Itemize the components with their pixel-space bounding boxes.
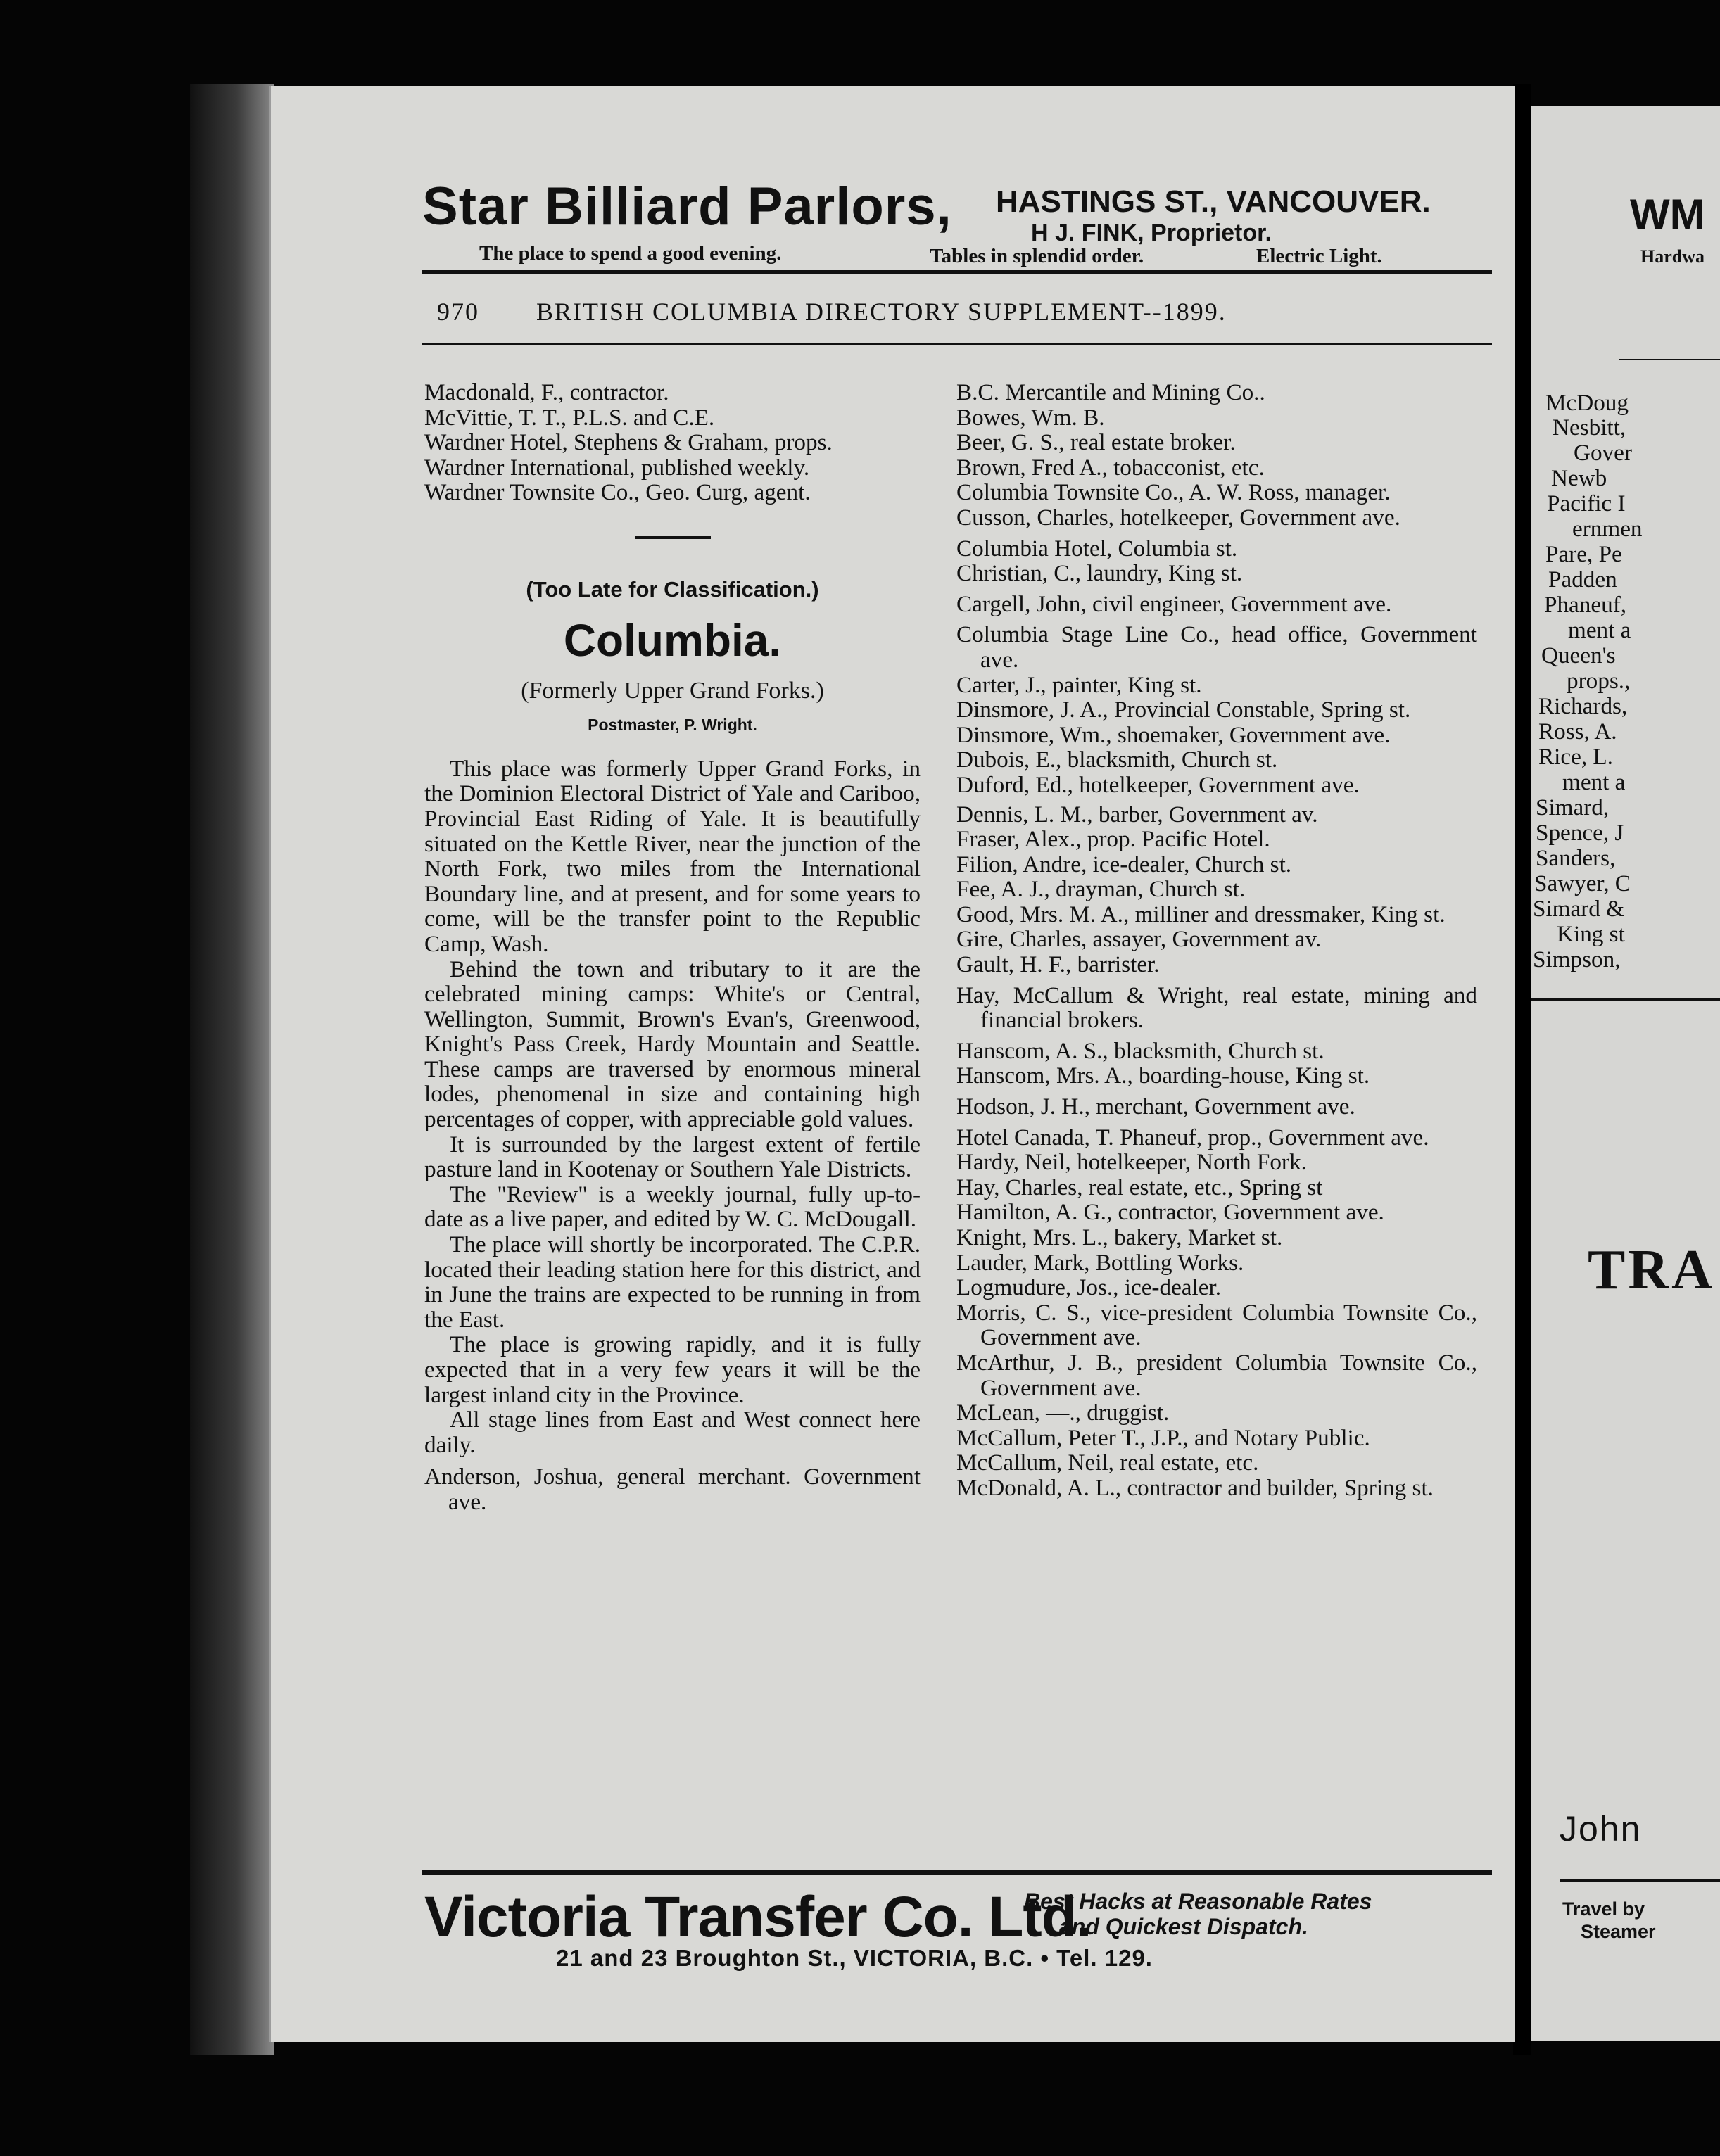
top-ad-title: Star Billiard Parlors, [422,177,952,236]
list-item: Columbia Stage Line Co., head office, Government ave. [956,621,1477,673]
next-page-john: John [1560,1809,1642,1849]
list-item: Knight, Mrs. L., bakery, Market st. [956,1224,1283,1250]
next-page-line: Gover [1574,440,1632,466]
list-item: Macdonald, F., contractor. [424,379,669,405]
next-page-rule [1619,359,1720,360]
next-page-line: Pacific I [1547,490,1626,516]
next-page-line: props., [1567,668,1631,694]
scan-binding-edge [190,84,274,2055]
next-page-line: Pare, Pe [1545,541,1622,567]
top-ad-tables: Tables in splendid order. [930,245,1144,267]
town-formerly: (Formerly Upper Grand Forks.) [521,677,824,704]
list-item: Columbia Townsite Co., A. W. Ross, manager. [956,479,1391,506]
list-item: Lauder, Mark, Bottling Works. [956,1249,1244,1276]
left-entry-list [424,380,921,505]
top-ad-proprietor: H J. FINK, Proprietor. [1031,220,1272,246]
list-item: Hanscom, A. S., blacksmith, Church st. [956,1037,1324,1064]
page-number: 970 [437,298,479,326]
list-item: Christian, C., laundry, King st. [956,560,1243,587]
list-item: McArthur, J. B., president Columbia Townsite Co., Government ave. [956,1349,1477,1401]
next-page-line: Simard & [1533,896,1624,922]
top-ad-address: HASTINGS ST., VANCOUVER. [996,184,1431,219]
list-item: Gire, Charles, assayer, Government av. [956,926,1322,953]
next-page-line: Simpson, [1533,946,1621,972]
list-item: Good, Mrs. M. A., milliner and dressmaker, King st. [956,901,1446,927]
paragraph: All stage lines from East and West connect here daily. [424,1407,921,1458]
list-item: Gault, H. F., barrister. [956,951,1160,978]
next-page-header: WM [1630,191,1705,238]
town-heading: Columbia. [563,614,782,666]
next-page-line: Phaneuf, [1544,592,1627,618]
list-item: Dubois, E., blacksmith, Church st. [956,747,1278,773]
paragraph: The place will shortly be incorporated. The C.P.R. located their leading station here for this district, and in June the trains are expected to be running in from the East. [424,1231,921,1333]
list-item: Filion, Andre, ice-dealer, Church st. [956,851,1292,877]
list-item: Dinsmore, Wm., shoemaker, Government ave. [956,721,1391,748]
directory-page [269,86,1515,2042]
list-item: Logmudure, Jos., ice-dealer. [956,1274,1222,1301]
header-title: BRITISH COLUMBIA DIRECTORY SUPPLEMENT--1899. [536,298,1227,326]
list-item: Hotel Canada, T. Phaneuf, prop., Government ave. [956,1124,1429,1150]
list-item: Wardner Townsite Co., Geo. Curg, agent. [424,479,811,506]
list-item: Dinsmore, J. A., Provincial Constable, Spring st. [956,697,1411,723]
next-page-line: Padden [1548,566,1617,592]
running-header [437,297,1493,326]
left-column [424,380,921,1515]
list-item: Hay, Charles, real estate, etc., Spring st [956,1174,1323,1200]
next-page-line: King st [1557,921,1625,947]
next-page-travel: Travel by [1562,1898,1645,1920]
list-item: Brown, Fred A., tobacconist, etc. [956,454,1265,481]
list-item: Cusson, Charles, hotelkeeper, Government ave. [956,504,1400,531]
bottom-ad-address: 21 and 23 Broughton St., VICTORIA, B.C. • Tel. 129. [556,1945,1153,1971]
list-item: Wardner International, published weekly. [424,454,810,481]
list-item: McDonald, A. L., contractor and builder, Spring st. [956,1474,1434,1501]
next-page-line: Queen's [1541,642,1616,668]
list-item: Hay, McCallum & Wright, real estate, mining and financial brokers. [956,982,1477,1034]
right-column [956,380,1477,1501]
list-item: Cargell, John, civil engineer, Government ave. [956,590,1392,617]
paragraph: This place was formerly Upper Grand Forks, in the Dominion Electoral District of Yale and Cariboo, Provincial East Riding of Yale. It is beautifully situated on the Kettle River, near the junction of the North Fork, two miles from the International Boundary line, and at present, and for some years to come, will be the transfer point to the Republic Camp, Wash. [424,755,921,957]
town-postmaster: Postmaster, P. Wright. [588,716,757,735]
list-item: Beer, G. S., real estate broker. [956,429,1236,456]
list-item: Wardner Hotel, Stephens & Graham, props. [424,429,833,456]
next-page-rule-3 [1560,1879,1720,1882]
list-item: Anderson, Joshua, general merchant. Government ave. [424,1464,921,1515]
top-ad-light: Electric Light. [1256,245,1382,267]
bottom-ad-name: Victoria Transfer Co. Ltd. [424,1885,1092,1949]
page-gutter [1513,84,1531,2055]
list-item: McCallum, Neil, real estate, etc. [956,1450,1259,1476]
next-page-line: McDoug [1545,390,1629,416]
top-ad-tagline: The place to spend a good evening. [479,242,782,265]
list-item: B.C. Mercantile and Mining Co.. [956,379,1265,405]
next-page-line: Simard, [1536,794,1610,820]
list-item: Hamilton, A. G., contractor, Government ave. [956,1199,1384,1226]
next-page-fragment [1531,106,1720,2041]
next-page-line: ernmen [1572,516,1643,542]
next-page-line: Nesbitt, [1553,414,1626,440]
list-item: Fee, A. J., drayman, Church st. [956,876,1246,903]
list-item: Columbia Hotel, Columbia st. [956,535,1238,562]
list-item: Carter, J., painter, King st. [956,671,1202,698]
list-item: Hanscom, Mrs. A., boarding-house, King st. [956,1063,1370,1089]
next-page-line: Rice, L. [1538,744,1613,770]
section-divider [635,536,711,539]
list-item: Morris, C. S., vice-president Columbia Townsite Co., Government ave. [956,1299,1477,1351]
section-note: (Too Late for Classification.) [526,576,819,602]
next-page-steamer: Steamer [1581,1921,1656,1942]
bottom-ad-hacks: Best Hacks at Reasonable Rates [1024,1889,1372,1914]
list-item: McCallum, Peter T., J.P., and Notary Public. [956,1424,1370,1451]
list-item: Duford, Ed., hotelkeeper, Government ave. [956,771,1360,798]
paragraph: The place is growing rapidly, and it is fully expected that in a very few years it will be the largest inland city in the Province. [424,1331,921,1408]
list-item: McVittie, T. T., P.L.S. and C.E. [424,404,715,431]
list-item: Fraser, Alex., prop. Pacific Hotel. [956,826,1270,853]
next-page-line: Ross, A. [1538,718,1617,744]
paragraph: Behind the town and tributary to it are the celebrated mining camps: White's or Central, Wellington, Summit, Brown's Evan's, Greenwood, Knight's Pass Creek, Hardy Mountain and Seattle. These camps are traversed by enormous mineral lodes, phenomenal in size and containing high percentages of copper, with appreciable gold values. [424,956,921,1133]
list-item: Dennis, L. M., barber, Government av. [956,801,1318,827]
paragraph: The "Review" is a weekly journal, fully up-to-date as a live paper, and edited by W. C. McDougall. [424,1181,921,1233]
bottom-ad-rule [422,1870,1492,1875]
next-page-line: Spence, J [1536,820,1624,846]
next-page-header-sub: Hardwa [1640,246,1705,267]
next-page-line: Sawyer, C [1534,870,1631,896]
list-item: McLean, —., druggist. [956,1400,1170,1426]
list-item: Hodson, J. H., merchant, Government ave. [956,1093,1355,1120]
list-item: Hardy, Neil, hotelkeeper, North Fork. [956,1149,1307,1176]
header-rule [422,343,1492,345]
next-page-line: ment a [1568,617,1631,643]
list-item: Bowes, Wm. B. [956,404,1105,431]
next-page-line: Newb [1551,465,1607,491]
next-page-line: ment a [1562,769,1626,795]
next-page-big-text: TRA [1588,1239,1715,1301]
bottom-ad-dispatch: and Quickest Dispatch. [1059,1914,1308,1939]
next-page-rule-2 [1531,998,1720,1001]
paragraph: It is surrounded by the largest extent of fertile pasture land in Kootenay or Southern Yale Districts. [424,1131,921,1183]
next-page-line: Richards, [1538,693,1628,719]
top-ad-rule [422,270,1492,274]
next-page-line: Sanders, [1536,845,1616,871]
